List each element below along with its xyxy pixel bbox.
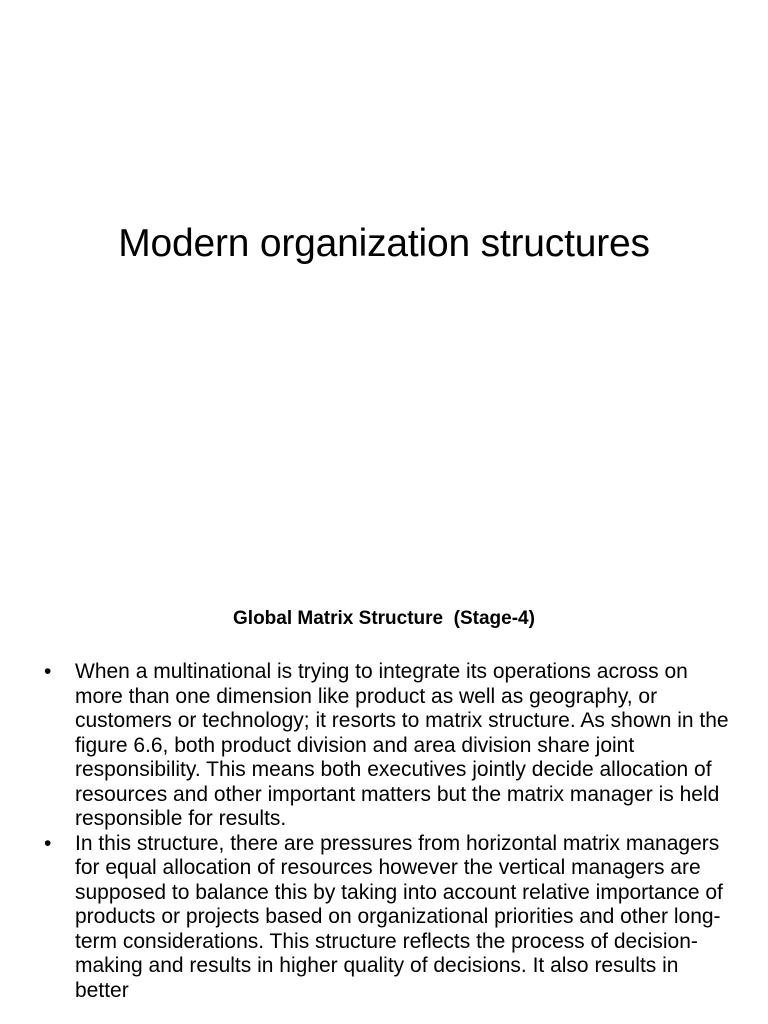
bullet-item [0,832,768,1004]
bullet-icon: • [44,660,52,683]
section-heading: Global Matrix Structure (Stage-4) [233,608,535,629]
bullet-text: When a multinational is trying to integrate its operations across on more than one dimension like product as well as geography, or customers or technology; it resorts to matrix structure. As shown in the figure 6.6, both product division and area division share joint responsibility. This means both executives jointly decide allocation of resources and other important matters but the matrix manager is held responsible for results. [75,660,729,830]
bullet-text: In this structure, there are pressures from horizontal matrix managers for equal allocation of resources however the vertical managers are supposed to balance this by taking into account relative importance of products or projects based on organizational priorities and other long-term considerations. This structure reflects the process of decision-making and results in higher quality of decisions. It also results in better [75,831,723,1002]
bullet-list [0,660,768,1003]
bullet-icon: • [44,831,52,855]
slide-title: Modern organization structures [118,222,650,265]
bullet-item [0,660,768,832]
